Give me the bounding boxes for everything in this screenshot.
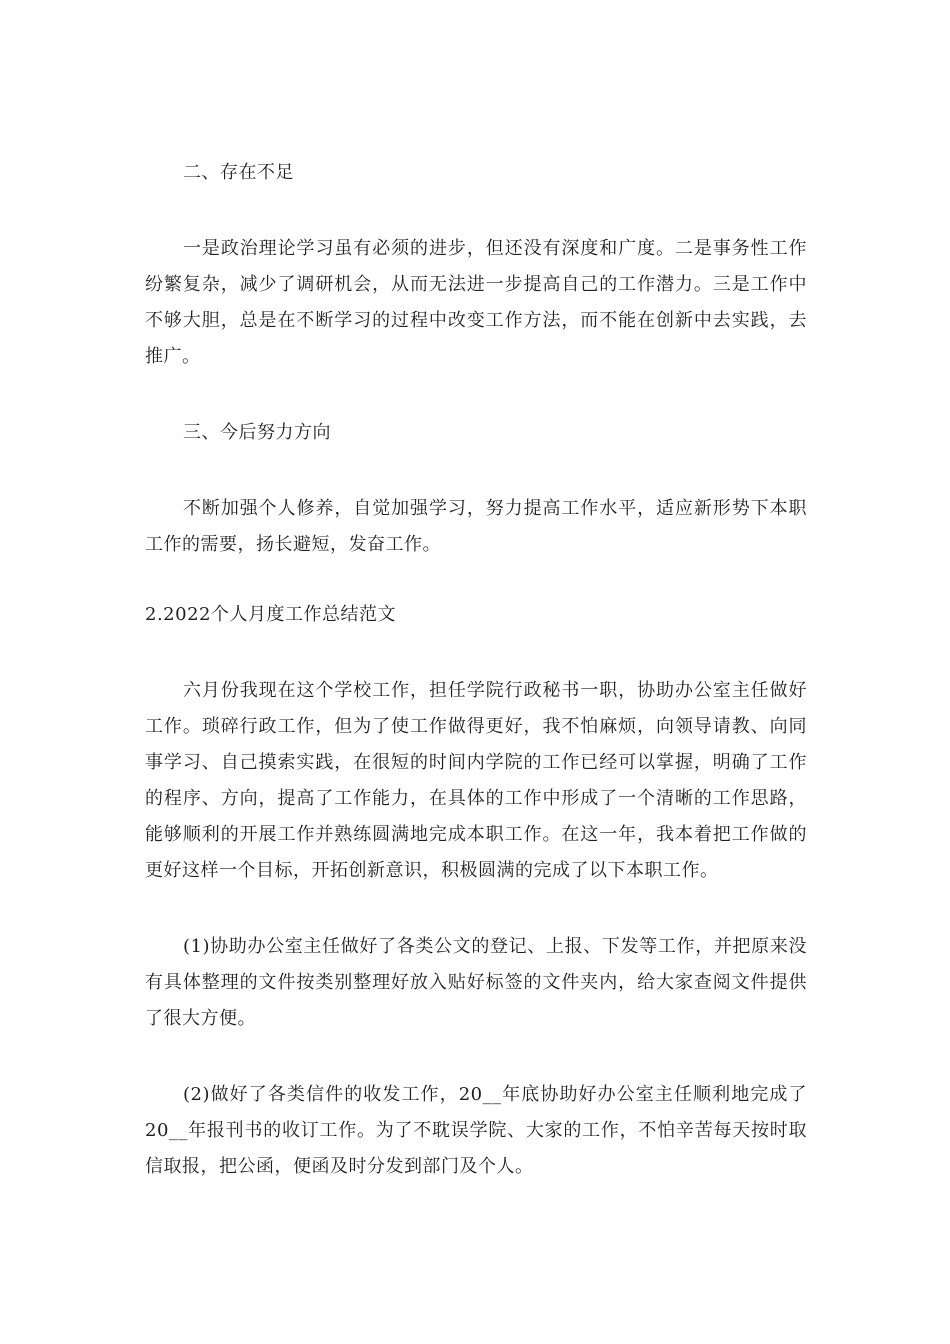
list-item-1: (1)协助办公室主任做好了各类公文的登记、上报、下发等工作，并把原来没有具体整理的文件按类别整理好放入贴好标签的文件夹内，给大家查阅文件提供了很大方便。 — [145, 936, 807, 1029]
document-body — [145, 155, 807, 1185]
article-title: 2.2022个人月度工作总结范文 — [145, 604, 396, 625]
list-item-2: (2)做好了各类信件的收发工作，20__年底协助好办公室主任顺利地完成了20__年报刊书的收订工作。为了不耽误学院、大家的工作，不怕辛苦每天按时取信取报，把公函，便函及时分发到部门及个人。 — [145, 1084, 807, 1177]
section-heading-future-direction: 三、今后努力方向 — [183, 422, 331, 443]
paragraph-intro: 六月份我现在这个学校工作，担任学院行政秘书一职，协助办公室主任做好工作。琐碎行政工作，但为了使工作做得更好，我不怕麻烦，向领导请教、向同事学习、自己摸索实践，在很短的时间内学院的工作已经可以掌握，明确了工作的程序、方向，提高了工作能力，在具体的工作中形成了一个清晰的工作思路，能够顺利的开展工作并熟练圆满地完成本职工作。在这一年，我本着把工作做的更好这样一个目标，开拓创新意识，积极圆满的完成了以下本职工作。 — [145, 680, 807, 881]
section-heading-shortcomings: 二、存在不足 — [183, 162, 294, 183]
paragraph-future-direction: 不断加强个人修养，自觉加强学习，努力提高工作水平，适应新形势下本职工作的需要，扬长避短，发奋工作。 — [145, 498, 807, 555]
paragraph-shortcomings: 一是政治理论学习虽有必须的进步，但还没有深度和广度。二是事务性工作纷繁复杂，减少了调研机会，从而无法进一步提高自己的工作潜力。三是工作中不够大胆，总是在不断学习的过程中改变工作方法，而不能在创新中去实践，去推广。 — [145, 238, 807, 367]
